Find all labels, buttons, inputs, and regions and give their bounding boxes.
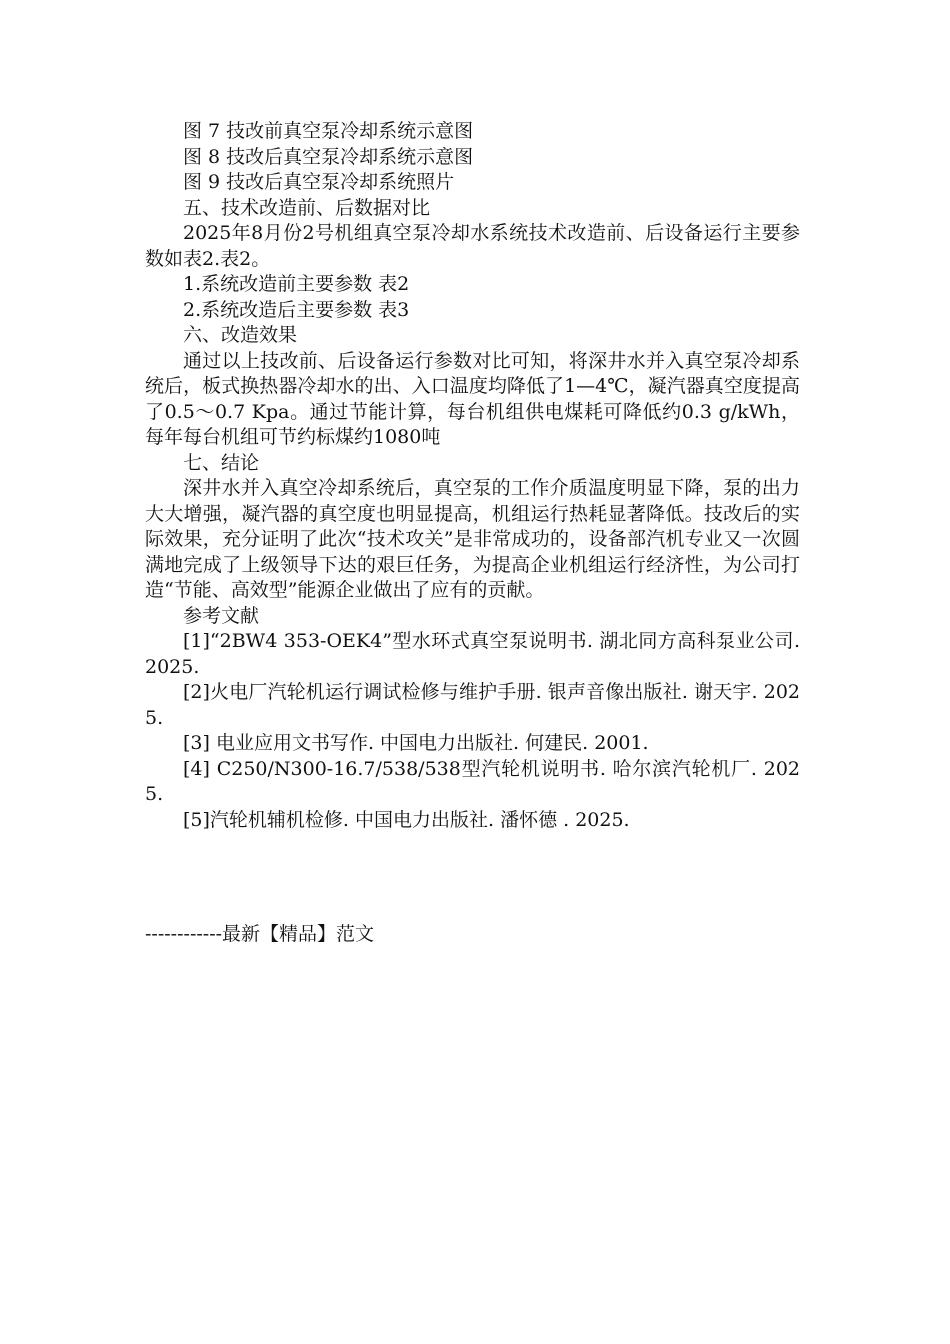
section-heading-6: 六、改造效果 <box>183 324 298 346</box>
figure-caption-8: 图 8 技改后真空泵冷却系统示意图 <box>183 145 474 168</box>
paragraph-effect: 通过以上技改前、后设备运行参数对比可知，将深井水并入真空泵冷却系统后，板式换热器冷却水的出、入口温度均降低了1—4℃，凝汽器真空度提高了0.5～0.7 Kpa。通过节能计算，每台机组供电煤耗可降低约0.3 g/kWh，每年每台机组可节约标煤约1080吨 <box>145 349 800 448</box>
paragraph-data-intro: 2025年8月份2号机组真空泵冷却水系统技术改造前、后设备运行主要参数如表2.表2。 <box>145 222 800 270</box>
reference-item-1: [1]“2BW4 353-OEK4”型水环式真空泵说明书. 湖北同方高科泵业公司. 2025. <box>145 630 800 678</box>
section-heading-5: 五、技术改造前、后数据对比 <box>183 196 431 219</box>
document-body <box>145 119 800 833</box>
section-heading-7: 七、结论 <box>183 451 260 474</box>
reference-item-5: [5]汽轮机辅机检修. 中国电力出版社. 潘怀德 . 2025. <box>183 808 630 831</box>
reference-item-3: [3] 电业应用文书写作. 中国电力出版社. 何建民. 2001. <box>183 732 649 754</box>
reference-item-2: [2]火电厂汽轮机运行调试检修与维护手册. 银声音像出版社. 谢天宇. 2025. <box>145 681 800 729</box>
figure-caption-7: 图 7 技改前真空泵冷却系统示意图 <box>183 120 474 142</box>
footer-note: ------------最新【精品】范文 <box>145 923 375 945</box>
table-caption-after: 2.系统改造后主要参数 表3 <box>183 298 410 321</box>
references-heading: 参考文献 <box>183 604 260 627</box>
table-caption-before: 1.系统改造前主要参数 表2 <box>183 273 410 295</box>
reference-item-4: [4] C250/N300-16.7/538/538型汽轮机说明书. 哈尔滨汽轮机厂. 2025. <box>145 757 800 805</box>
figure-caption-9: 图 9 技改后真空泵冷却系统照片 <box>183 171 455 193</box>
paragraph-conclusion: 深井水并入真空冷却系统后，真空泵的工作介质温度明显下降，泵的出力大大增强，凝汽器的真空度也明显提高，机组运行热耗显著降低。技改后的实际效果，充分证明了此次“技术攻关”是非常成功的，设备部汽机专业又一次圆满地完成了上级领导下达的艰巨任务，为提高企业机组运行经济性，为公司打造“节能、高效型”能源企业做出了应有的贡献。 <box>145 477 800 601</box>
